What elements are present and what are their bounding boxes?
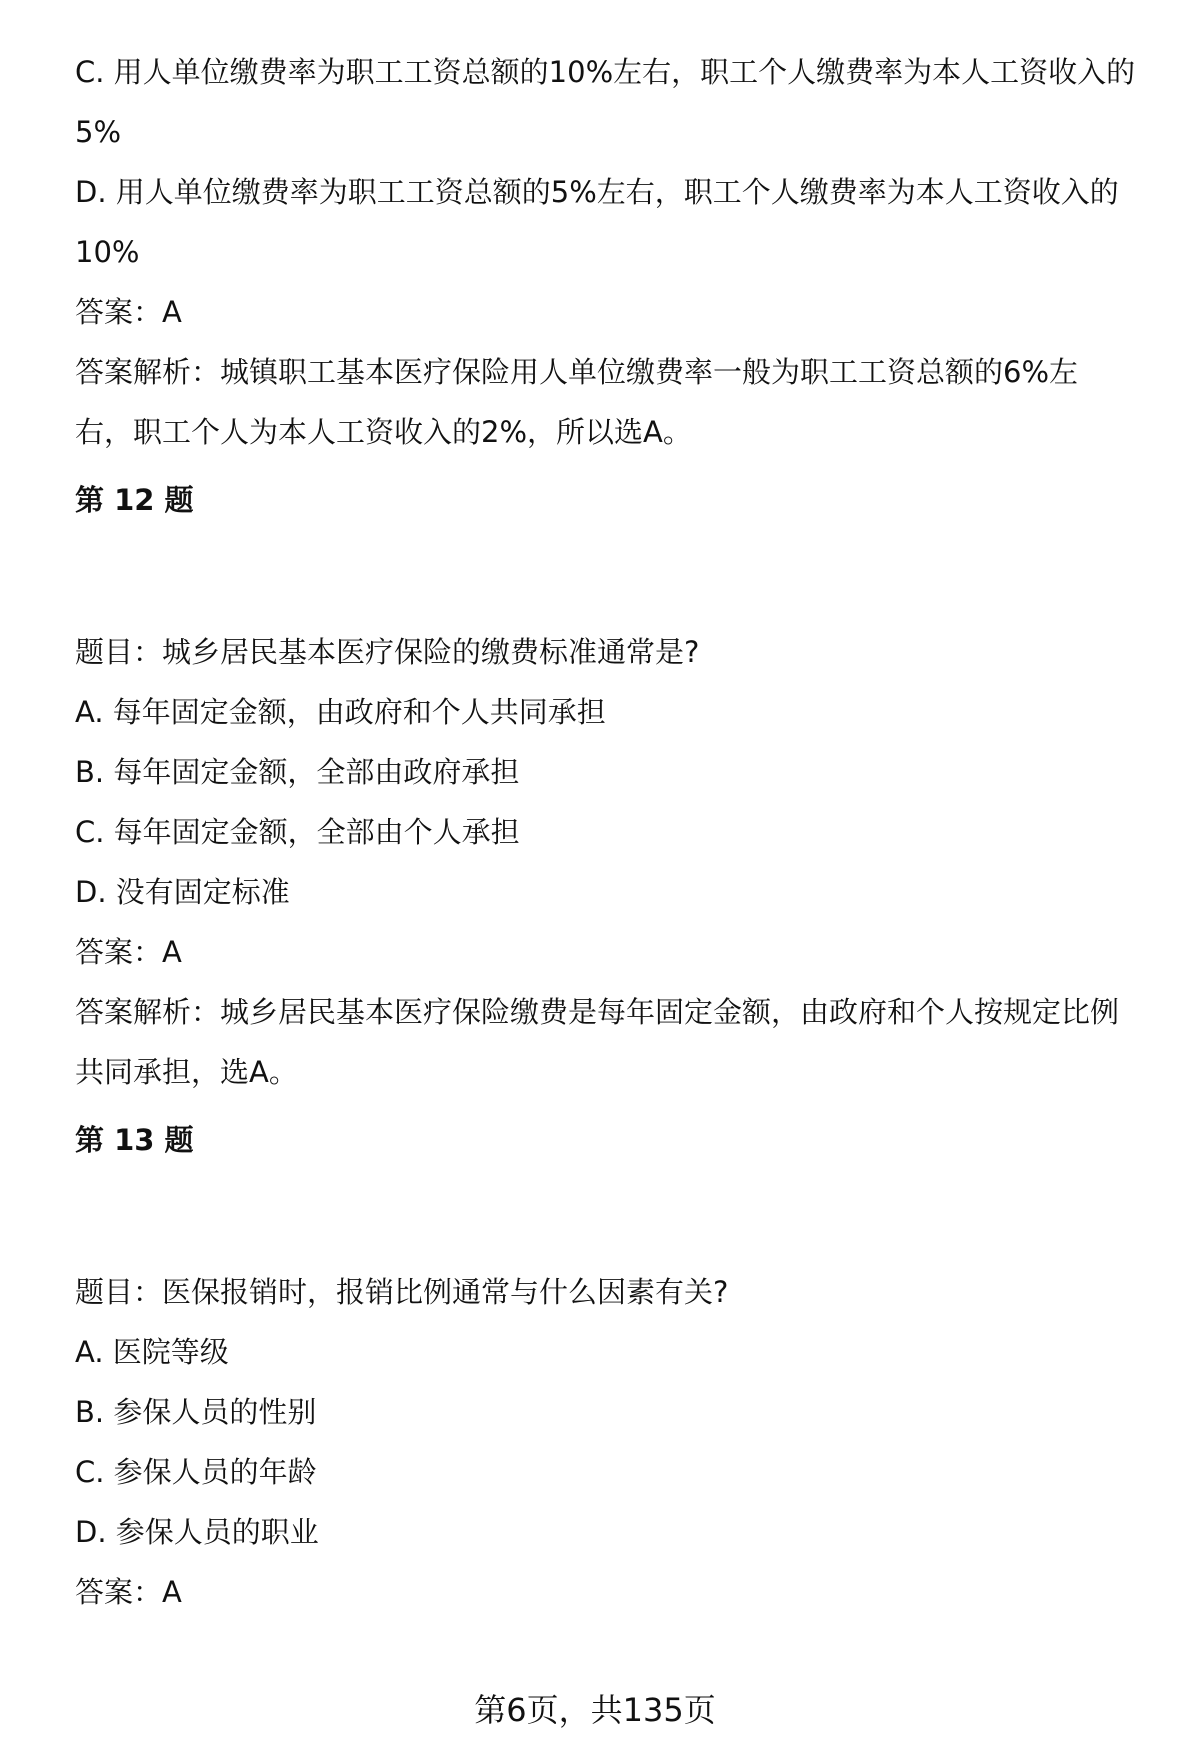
answer: 答案：A [75, 1575, 182, 1609]
option-d: D. 没有固定标准 [75, 875, 290, 909]
question-11-tail [75, 42, 1175, 462]
option-c-line-1: C. 用人单位缴费率为职工工资总额的10%左右，职工个人缴费率为本人工资收入的 [75, 55, 1136, 89]
question-text: 题目：城乡居民基本医疗保险的缴费标准通常是? [75, 635, 700, 669]
spacer [75, 1170, 1175, 1262]
explanation-line-1: 答案解析：城镇职工基本医疗保险用人单位缴费率一般为职工工资总额的6%左 [75, 355, 1079, 389]
explanation-line-2: 共同承担，选A。 [75, 1055, 298, 1089]
option-c-line-2: 5% [75, 115, 122, 149]
option-c: C. 每年固定金额，全部由个人承担 [75, 815, 520, 849]
option-b: B. 每年固定金额，全部由政府承担 [75, 755, 520, 789]
option-c: C. 参保人员的年龄 [75, 1455, 317, 1489]
answer: 答案：A [75, 935, 182, 969]
document-page [75, 42, 1175, 1622]
answer: 答案：A [75, 295, 182, 329]
option-d: D. 参保人员的职业 [75, 1515, 319, 1549]
page-indicator: 第6页，共135页 [474, 1691, 716, 1729]
option-d-line-1: D. 用人单位缴费率为职工工资总额的5%左右，职工个人缴费率为本人工资收入的 [75, 175, 1119, 209]
question-12 [75, 470, 1175, 1102]
option-d-line-2: 10% [75, 235, 140, 269]
question-13 [75, 1110, 1175, 1622]
spacer [75, 530, 1175, 622]
question-heading: 第 13 题 [75, 1123, 194, 1157]
option-b: B. 参保人员的性别 [75, 1395, 317, 1429]
explanation-line-2: 右，职工个人为本人工资收入的2%，所以选A。 [75, 415, 692, 449]
question-text: 题目：医保报销时，报销比例通常与什么因素有关? [75, 1275, 729, 1309]
option-a: A. 每年固定金额，由政府和个人共同承担 [75, 695, 606, 729]
explanation-line-1: 答案解析：城乡居民基本医疗保险缴费是每年固定金额，由政府和个人按规定比例 [75, 995, 1120, 1029]
option-a: A. 医院等级 [75, 1335, 229, 1369]
question-heading: 第 12 题 [75, 483, 194, 517]
